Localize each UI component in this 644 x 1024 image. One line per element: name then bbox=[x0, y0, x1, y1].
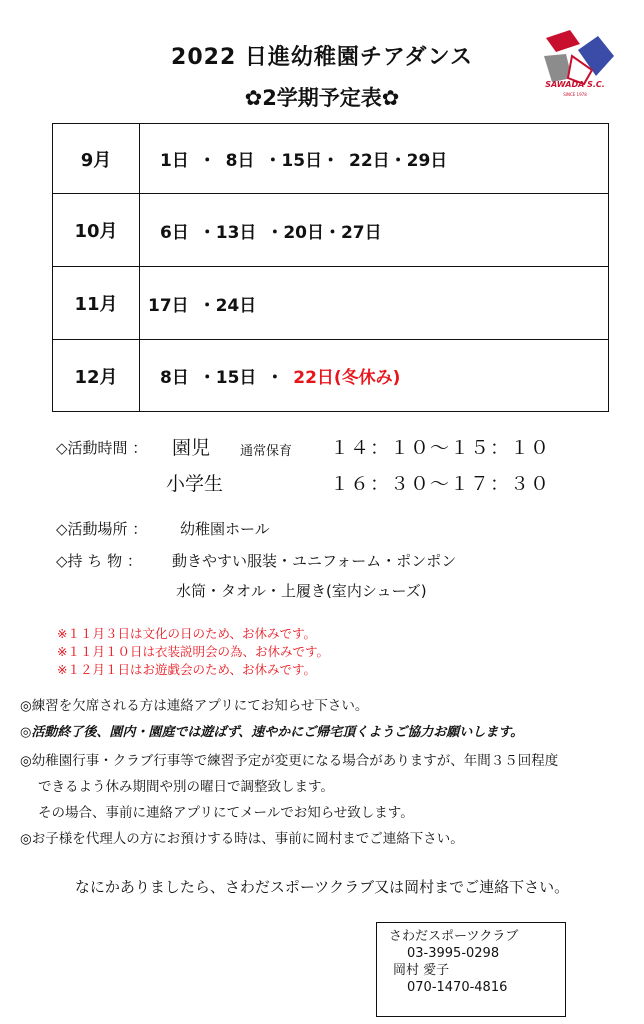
paragraph: ◎練習を欠席される方は連絡アプリにてお知らせ下さい。 bbox=[20, 698, 369, 714]
month-cell: 12月 bbox=[53, 340, 140, 412]
notice: ※１１月３日は文化の日のため、お休みです。 bbox=[57, 626, 316, 641]
holiday-text: 22日(冬休み) bbox=[293, 368, 401, 388]
paragraph: ◎お子様を代理人の方にお預けする時は、事前に岡村までご連絡下さい。 bbox=[20, 831, 464, 847]
schedule-row bbox=[53, 340, 609, 412]
contact-phone-1: 03-3995-0298 bbox=[407, 946, 500, 961]
days-text: 8日 ・15日 ・ bbox=[160, 368, 284, 388]
place-value: 幼稚園ホール bbox=[180, 520, 270, 538]
items-line-2: 水筒・タオル・上履き(室内シューズ) bbox=[176, 582, 427, 600]
contact-person: 岡村 愛子 bbox=[393, 963, 450, 978]
document-subtitle: ✿2学期予定表✿ bbox=[244, 86, 400, 110]
items-line-1: 動きやすい服装・ユニフォーム・ポンポン bbox=[172, 552, 457, 570]
days-cell: 1日 ・ 8日 ・15日・ 22日・29日 bbox=[140, 124, 609, 194]
notice: ※１２月１日はお遊戯会のため、お休みです。 bbox=[57, 662, 316, 677]
logo-subtext: SINCE 1978 bbox=[563, 92, 587, 97]
days-cell: 17日 ・24日 bbox=[140, 267, 609, 340]
schedule-row bbox=[53, 194, 609, 267]
month-cell: 10月 bbox=[53, 194, 140, 267]
month-cell: 9月 bbox=[53, 124, 140, 194]
paragraph: ◎幼稚園行事・クラブ行事等で練習予定が変更になる場合がありますが、年間３５回程度 bbox=[20, 753, 559, 769]
logo-text: SAWADA S.C. bbox=[545, 80, 605, 89]
closing-message: なにかありましたら、さわだスポーツクラブ又は岡村までご連絡下さい。 bbox=[74, 878, 570, 896]
month-cell: 11月 bbox=[53, 267, 140, 340]
days-cell bbox=[140, 340, 609, 412]
items-label: ◇持 ち 物 ： bbox=[56, 552, 142, 570]
paragraph-emphasis: ◎活動終了後、園内・園庭では遊ばず、速やかにご帰宅頂くようご協力お願いします。 bbox=[20, 725, 524, 740]
contact-box bbox=[376, 922, 566, 1017]
schedule-row bbox=[53, 267, 609, 340]
notice: ※１１月１０日は衣装説明会の為、お休みです。 bbox=[57, 644, 329, 659]
kinder-label: 園児 bbox=[172, 437, 211, 459]
contact-phone-2: 070-1470-4816 bbox=[407, 980, 508, 995]
days-cell: 6日 ・13日 ・20日・27日 bbox=[140, 194, 609, 267]
paragraph: その場合、事前に連絡アプリにてメールでお知らせ致します。 bbox=[38, 805, 414, 821]
schedule-row bbox=[53, 124, 609, 194]
kinder-time: １４：１０～１５：１０ bbox=[330, 437, 551, 459]
kinder-sub-label: 通常保育 bbox=[240, 444, 293, 459]
time-label: ◇活動時間 ： bbox=[56, 439, 148, 457]
paragraph: できるよう休み期間や別の曜日で調整致します。 bbox=[38, 779, 334, 795]
contact-club: さわだスポーツクラブ bbox=[389, 929, 519, 944]
document-title: 2022 日進幼稚園チアダンス bbox=[171, 45, 473, 70]
elem-time: １６：３０～１７：３０ bbox=[330, 473, 551, 495]
elem-label: 小学生 bbox=[166, 473, 224, 495]
place-label: ◇活動場所 ： bbox=[56, 520, 148, 538]
schedule-table bbox=[52, 123, 609, 412]
